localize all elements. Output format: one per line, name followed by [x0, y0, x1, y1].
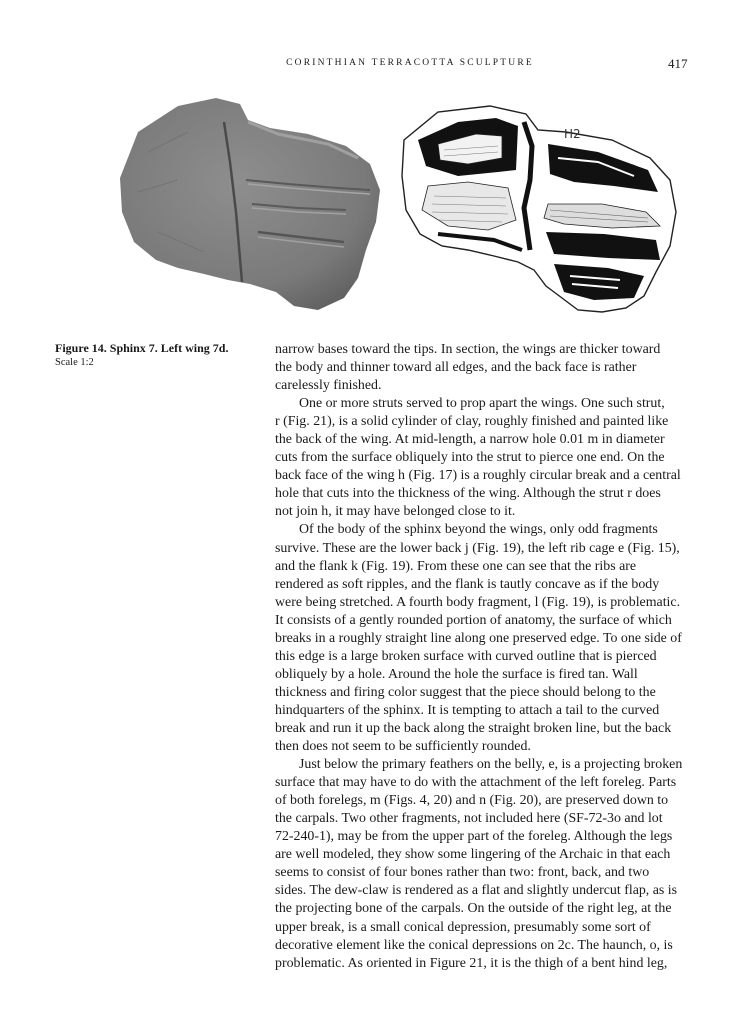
running-head: CORINTHIAN TERRACOTTA SCULPTURE [286, 58, 534, 68]
text-line: sides. The dew-claw is rendered as a flat and slightly undercut flap, as is [275, 883, 678, 899]
text-line: hole that cuts into the thickness of the wing. Although the strut r does [275, 486, 661, 502]
text-line: survive. These are the lower back j (Fig. 19), the left rib cage e (Fig. 15), [275, 540, 680, 556]
text-line: the carpals. Two other fragments, not included here (SF-72-3o and lot [275, 811, 663, 827]
text-line: breaks in a roughly straight line along one preserved edge. To one side of [275, 630, 682, 646]
text-line: 72-240-1), may be from the upper part of the foreleg. Although the legs [275, 829, 673, 845]
text-line: rendered as soft ripples, and the flank is tautly concave as if the body [275, 576, 660, 592]
text-line: not join h, it may have belonged close to it. [275, 504, 516, 520]
text-line: back face of the wing h (Fig. 17) is a roughly circular break and a central [275, 468, 681, 484]
wing-fragment-photo [108, 92, 388, 317]
text-line: and the flank k (Fig. 19). From these one can see that the ribs are [275, 558, 637, 574]
caption-title: Figure 14. Sphinx 7. Left wing 7d. [55, 341, 229, 355]
text-line: obliquely by a hole. Around the hole the surface is fired tan. Wall [275, 666, 638, 682]
text-line: surface that may have to do with the attachment of the left foreleg. Parts [275, 775, 677, 791]
drawing-label: H2 [564, 127, 581, 141]
text-line: carelessly finished. [275, 378, 382, 394]
fragment-silhouette [120, 98, 380, 310]
text-line: decorative element like the conical depressions on 2c. The haunch, o, is [275, 937, 673, 953]
text-line: the projecting bone of the carpals. On the outside of the right leg, at the [275, 901, 672, 917]
text-line: cuts from the surface obliquely into the strut to pierce one end. On the [275, 450, 665, 466]
text-line: Of the body of the sphinx beyond the wings, only odd fragments [299, 522, 658, 538]
body-text [275, 341, 693, 973]
text-line: It consists of a gently rounded portion of anatomy, the surface of which [275, 612, 672, 628]
text-line: of both forelegs, m (Figs. 4, 20) and n (Fig. 20), are preserved down to [275, 793, 669, 809]
text-line: Just below the primary feathers on the belly, e, is a projecting broken [299, 757, 683, 773]
text-line: narrow bases toward the tips. In section, the wings are thicker toward [275, 342, 661, 357]
text-line: were being stretched. A fourth body fragment, l (Fig. 19), is problematic. [275, 594, 681, 610]
caption-scale: Scale 1:2 [55, 357, 94, 368]
text-line: are well modeled, they show some lingering of the Archaic in that each [275, 847, 671, 863]
text-line: break and run it up the back along the straight broken line, but the back [275, 720, 672, 736]
text-line: this edge is a large broken surface with curved outline that is pierced [275, 648, 657, 664]
text-line: r (Fig. 21), is a solid cylinder of clay, roughly finished and painted like [275, 414, 669, 430]
text-line: then does not seem to be sufficiently rounded. [275, 739, 531, 755]
text-line: problematic. As oriented in Figure 21, it is the thigh of a bent hind leg, [275, 955, 668, 971]
text-line: hindquarters of the sphinx. It is tempting to attach a tail to the curved [275, 702, 660, 718]
figure-caption [55, 341, 265, 369]
text-line: One or more struts served to prop apart the wings. One such strut, [299, 396, 665, 412]
page-number: 417 [668, 56, 688, 71]
text-line: seems to consist of four bones rather than two: front, back, and two [275, 865, 650, 881]
text-line: upper break, is a small conical depression, presumably some sort of [275, 919, 651, 935]
text-line: the back of the wing. At mid-length, a narrow hole 0.01 m in diameter [275, 432, 665, 448]
text-line: thickness and firing color suggest that the piece should belong to the [275, 684, 656, 700]
text-line: the body and thinner toward all edges, and the back face is rather [275, 360, 637, 376]
wing-fragment-drawing [398, 100, 698, 320]
